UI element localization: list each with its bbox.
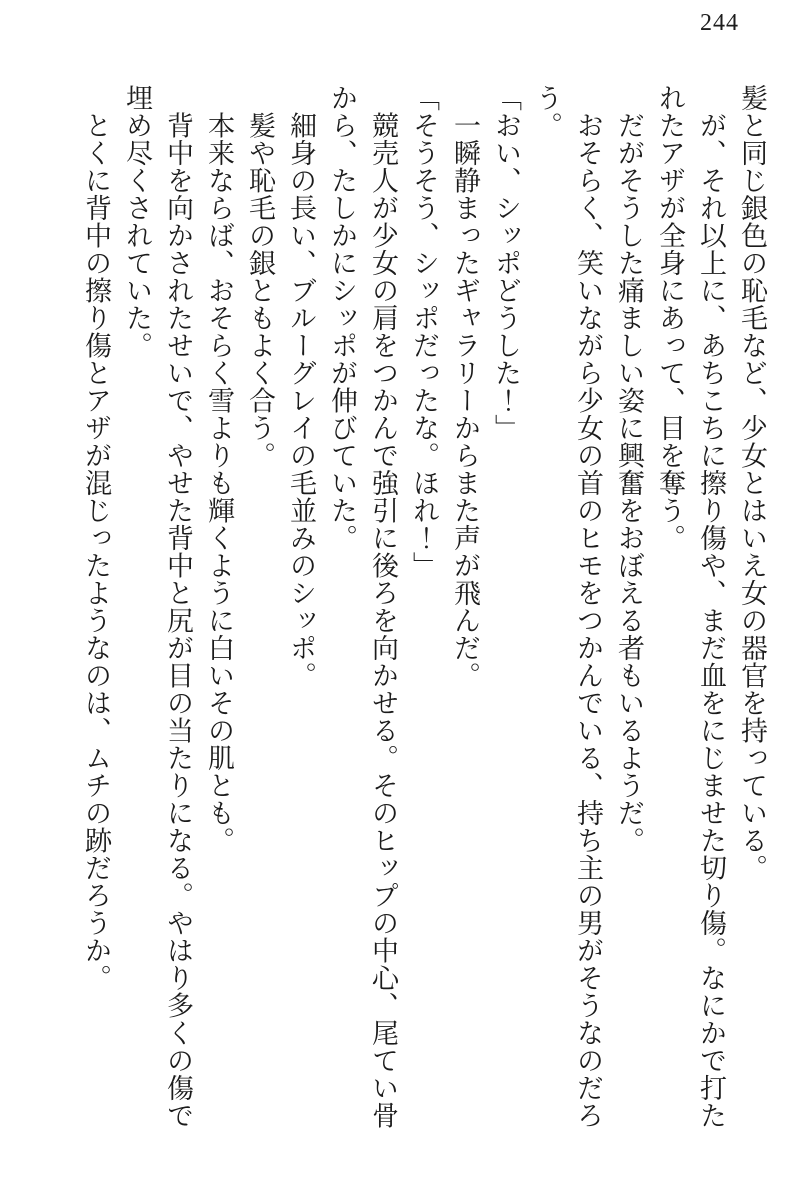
paragraph: 細身の長い、ブルーグレイの毛並みのシッポ。 [286, 84, 316, 689]
paragraph: おそらく、笑いながら少女の首のヒモをつかんでいる、持ち主の男がそうなのだろう。 [532, 84, 603, 1129]
vertical-text-block [75, 84, 772, 1130]
paragraph: 競売人が少女の肩をつかんで強引に後ろを向かせる。そのヒップの中心、尾てい骨から、たしかにシッポが伸びていた。 [327, 84, 398, 1129]
paragraph: が、それ以上に、あちこちに擦り傷や、まだ血をにじませた切り傷。なにかで打たれたアザが全身にあって、目を奪う。 [655, 84, 726, 1129]
page-number: 244 [700, 10, 739, 36]
paragraph: 一瞬静まったギャラリーからまた声が飛んだ。 [450, 84, 480, 689]
paragraph: 髪と同じ銀色の恥毛など、少女とはいえ女の器官を持っている。 [737, 84, 767, 882]
paragraph: とくに背中の擦り傷とアザが混じったようなのは、ムチの跡だろうか。 [81, 84, 111, 992]
paragraph: 本来ならば、おそらく雪よりも輝くように白いその肌とも。 [204, 84, 234, 854]
paragraph: 背中を向かされたせいで、やせた背中と尻が目の当たりになる。やはり多くの傷で埋め尽くされていた。 [122, 84, 193, 1129]
paragraph-dialogue: 「そうそう、シッポだったな。ほれ！」 [409, 84, 439, 579]
paragraph: だがそうした痛ましい姿に興奮をおぼえる者もいるようだ。 [614, 84, 644, 854]
paragraph: 髪や恥毛の銀ともよく合う。 [245, 84, 275, 469]
paragraph-dialogue: 「おい、シッポどうした！」 [491, 84, 521, 442]
